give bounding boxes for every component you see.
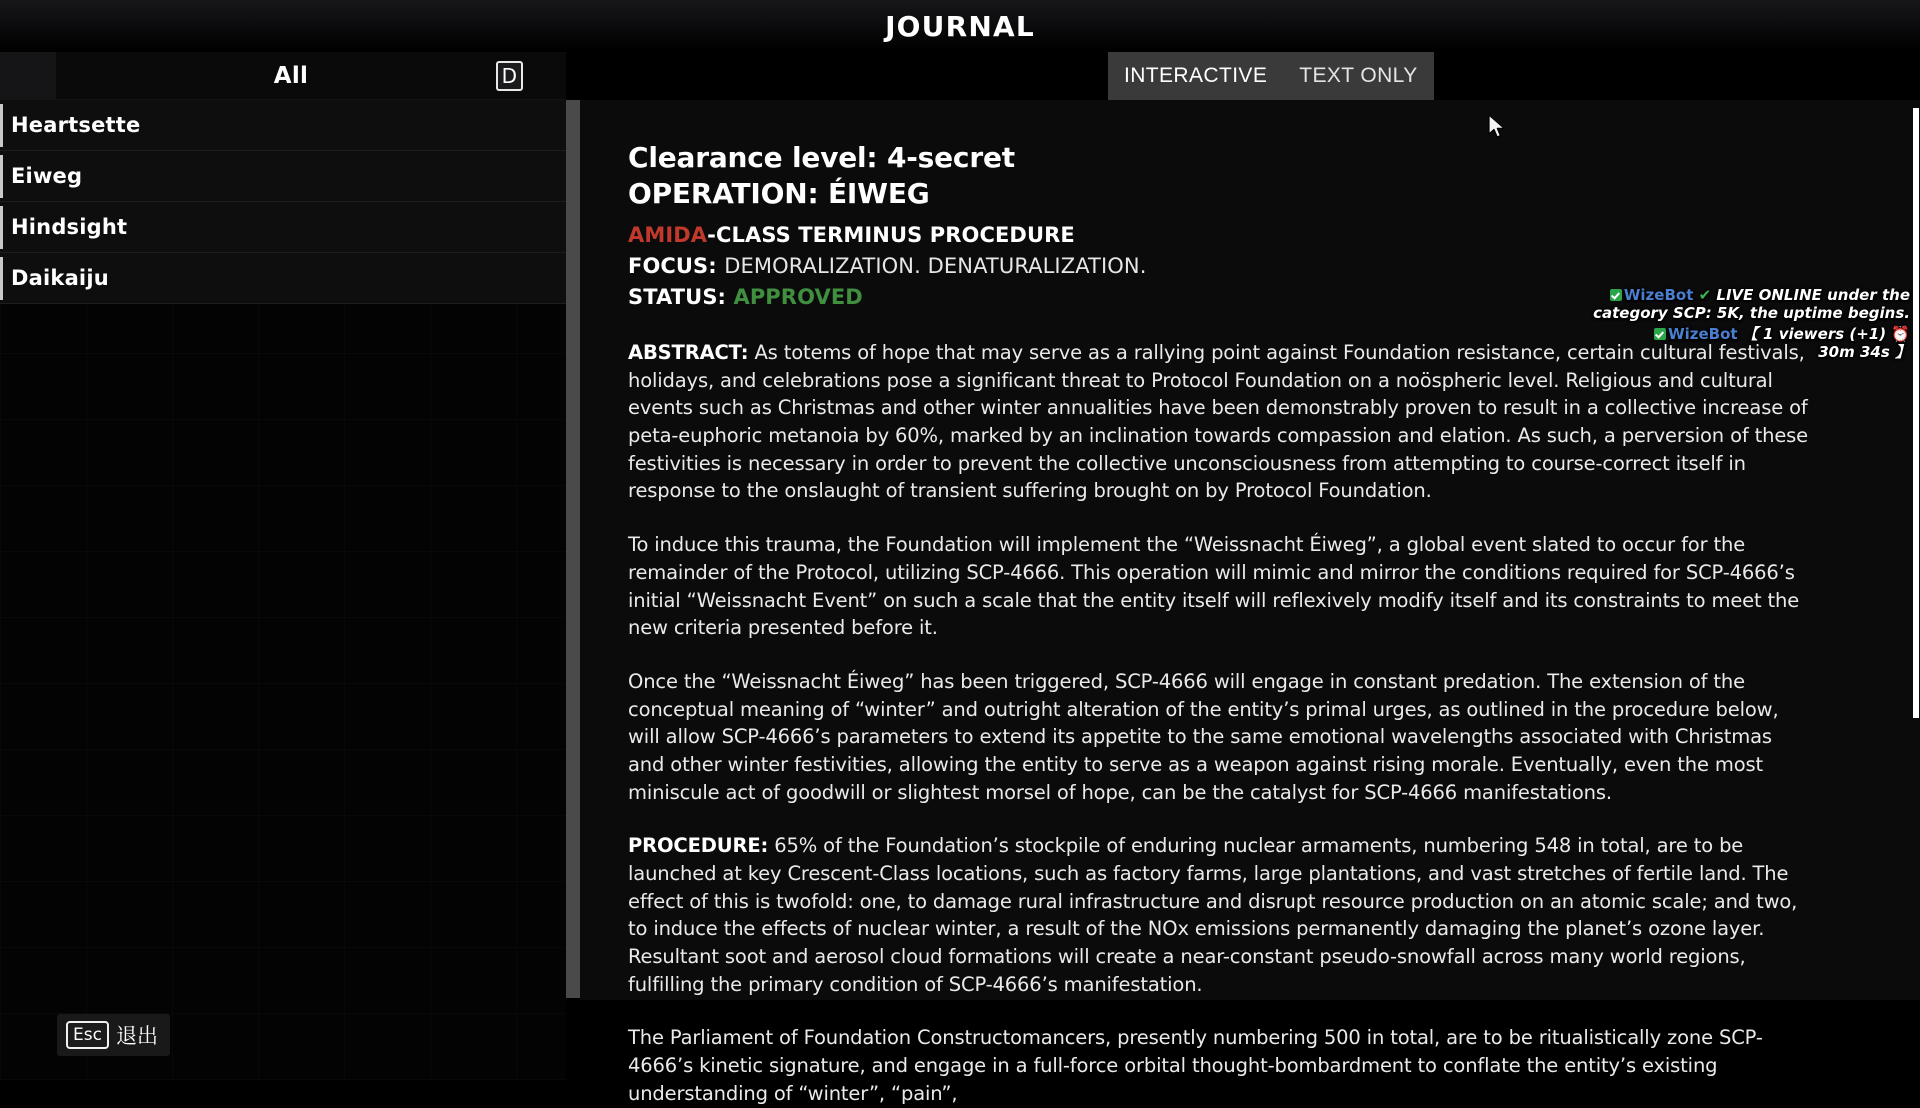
doc-paragraph-abstract [628, 339, 1813, 505]
journal-sidebar [0, 52, 566, 1080]
doc-paragraph-2: To induce this trauma, the Foundation will implement the “Weissnacht Éiweg”, a global event slated to occur for the remainder of the Protocol, utilizing SCP-4666. This operation will mimic and mirror the conditions required for SCP-4666’s initial “Weissnacht Event” on such a scale that the entity itself will reflexively modify itself and its constraints to meet the new criteria presented before it. [628, 533, 1800, 640]
alarm-clock-icon: ⏰ [1891, 325, 1910, 343]
chat-message-text: LIVE ONLINE under the category SCP: 5K, the uptime begins. [1593, 286, 1910, 322]
sidebar-divider-rail[interactable] [566, 100, 580, 998]
sidebar-header-gutter [0, 52, 56, 100]
document-scrollbar[interactable] [1912, 100, 1920, 1000]
chat-username: WizeBot [1668, 325, 1738, 343]
document-body [580, 100, 1865, 1108]
chat-viewers-text: 【 1 viewers (+1) [1742, 325, 1892, 343]
tab-text-only[interactable]: TEXT ONLY [1299, 64, 1418, 87]
sidebar-filter-shortcut[interactable] [496, 61, 523, 91]
doc-status-label: STATUS: [628, 284, 727, 309]
key-d: D [496, 61, 523, 91]
sidebar-filter-label: All [273, 62, 309, 89]
entry-label: Daikaiju [11, 266, 109, 290]
doc-focus-line [628, 251, 1813, 282]
list-item[interactable] [0, 202, 566, 253]
chat-uptime-text: 30m 34s 】 [1818, 343, 1910, 361]
tab-interactive[interactable]: INTERACTIVE [1124, 64, 1268, 87]
document-pane[interactable] [580, 100, 1920, 1105]
doc-status-line [628, 282, 1813, 313]
key-esc: Esc [66, 1021, 109, 1049]
title-bar [0, 0, 1920, 52]
doc-paragraph-5: The Parliament of Foundation Constructomancers, presently numbering 500 in total, are to be ritualistically zone SCP-4666’s kinetic signature, and engage in a full-force orbital thought-bombardment to conflate the entity’s existing understanding of “winter”, “pain”, [628, 1026, 1763, 1105]
doc-abstract-text: As totems of hope that may serve as a rallying point against Foundation resistance, certain cultural festivals, holidays, and celebrations pose a significant threat to Protocol Foundation on a noöspheric level. Religious and cultural events such as Christmas and other winter annualities have been demonstrably proven to result in a collective increase of peta-euphoric metanoia by 60%, marked by an inclination towards compassion and elation. As such, a perversion of these festivities is necessary in order to prevent the collective unconsciousness from attempting to course-correct itself in response to the onslaught of transient suffering brought on by Protocol Foundation. [628, 341, 1809, 503]
entry-label: Eiweg [11, 164, 83, 188]
doc-abstract-label: ABSTRACT: [628, 341, 749, 365]
status-badge: APPROVED [733, 284, 863, 309]
journal-entry-list [0, 100, 566, 304]
entry-label: Hindsight [11, 215, 128, 239]
list-item[interactable] [0, 151, 566, 202]
check-mark-icon: ✔ [1698, 286, 1712, 304]
page-title: JOURNAL [885, 9, 1035, 43]
exit-button[interactable] [57, 1014, 170, 1056]
view-mode-tabs [1108, 52, 1434, 100]
sidebar-header [0, 52, 566, 100]
doc-procedure-label: PROCEDURE: [628, 834, 769, 858]
chat-username: WizeBot [1623, 286, 1694, 304]
doc-class-suffix: -CLASS TERMINUS PROCEDURE [707, 222, 1075, 247]
doc-operation-title: OPERATION: ÉIWEG [628, 177, 930, 211]
doc-focus-value: DEMORALIZATION. DENATURALIZATION. [724, 253, 1147, 278]
doc-paragraph-3: Once the “Weissnacht Éiweg” has been triggered, SCP-4666 will engage in constant predation. The extension of the conceptual meaning of “winter” and outright alteration of the entity’s primal urges, as outlined in the procedure below, will allow SCP-4666’s parameters to extend its appetite to the same emotional wavelengths associated with Christmas and other winter festivities, allowing the entity to serve as a weapon against rising morale. Eventually, even the most miniscule act of goodwill or slightest morsel of hope, can be the catalyst for SCP-4666 manifestations. [628, 669, 1779, 804]
doc-paragraph-procedure [628, 832, 1813, 998]
doc-class-line [628, 220, 1813, 251]
doc-focus-label: FOCUS: [628, 253, 717, 278]
doc-class-amida: AMIDA [628, 222, 708, 247]
entry-label: Heartsette [11, 113, 141, 137]
list-item[interactable] [0, 100, 566, 151]
doc-procedure-text: 65% of the Foundation’s stockpile of enduring nuclear armaments, numbering 548 in total, are to be launched at key Crescent-Class locations, such as factory farms, large plantations, and vast stretches of fertile land. The effect of this is twofold: one, to damage rural infrastructure and disrupt resource production on an atomic scale; and two, to induce the effects of nuclear winter, a result of the NOx emissions permanently damaging the planet’s ozone layer. Resultant soot and aerosol cloud formations will create a near-constant pseudo-snowfall across many world regions, fulfilling the primary condition of SCP-4666’s manifestation. [628, 834, 1798, 996]
list-item[interactable] [0, 253, 566, 304]
doc-clearance-level: Clearance level: 4-secret [628, 141, 1015, 174]
exit-label: 退出 [115, 1024, 158, 1048]
scrollbar-thumb[interactable] [1913, 108, 1919, 718]
